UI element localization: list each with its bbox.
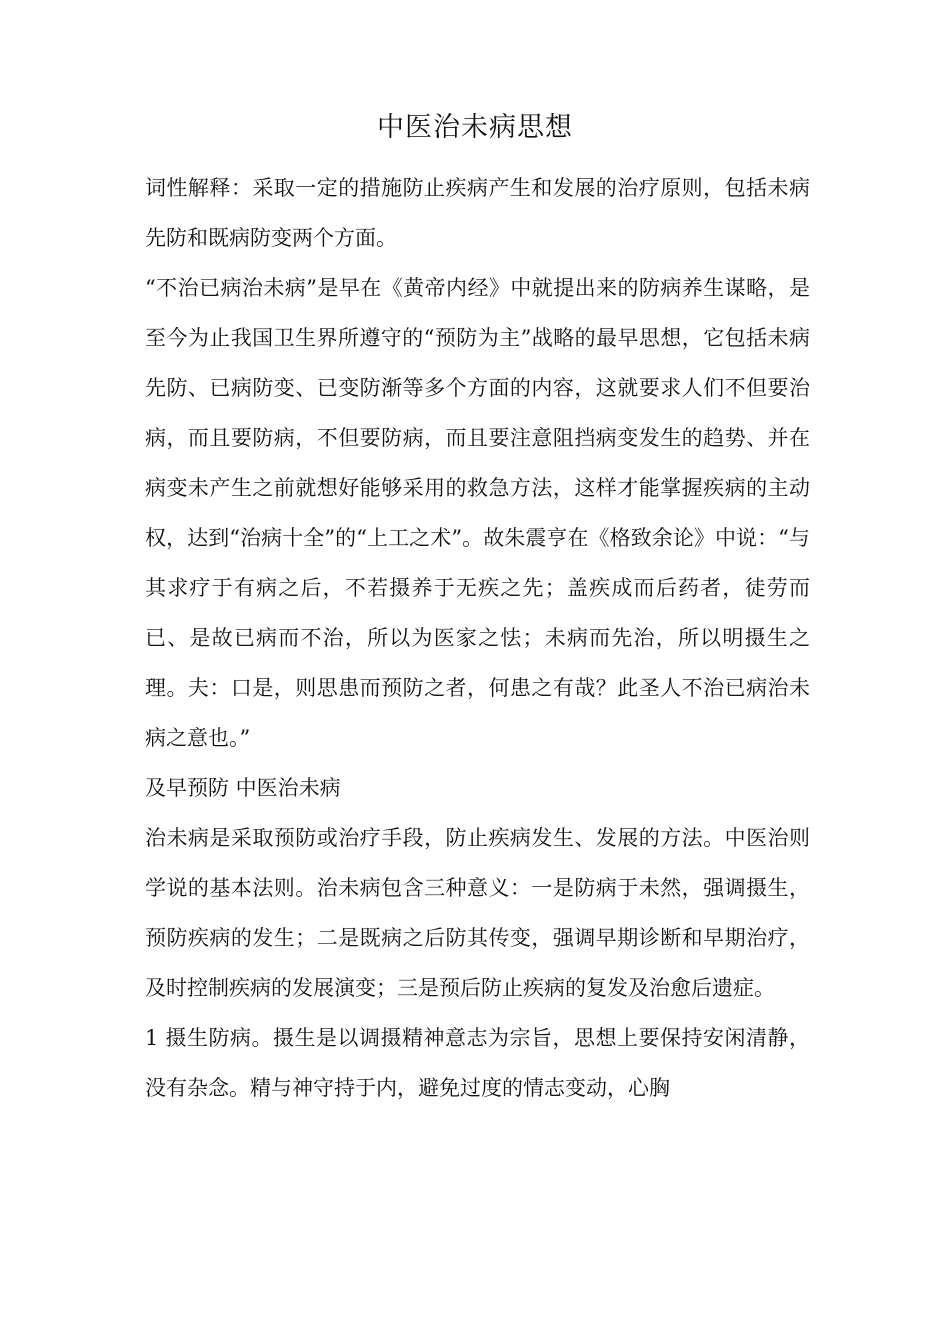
paragraph-definition: 词性解释：采取一定的措施防止疾病产生和发展的治疗原则，包括未病先防和既病防变两个方面。	[145, 176, 810, 250]
paragraph-neijing: “不治已病治未病”是早在《黄帝内经》中就提出来的防病养生谋略，是至今为止我国卫生界所遵守的“预防为主”战略的最早思想，它包括未病先防、已病防变、已变防渐等多个方面的内容，这就要求人们不但要治病，而且要防病，不但要防病，而且要注意阻挡病变发生的趋势、并在病变未产生之前就想好能够采用的救急方法，这样才能掌握疾病的主动权，达到“治病十全”的“上工之术”。故朱震亨在《格致余论》中说：“与其求疗于有病之后，不若摄养于无疾之先；盖疾成而后药者，徒劳而已、是故已病而不治，所以为医家之怯；未病而先治，所以明摄生之理。夫：口是，则思患而预防之者，何患之有哉？此圣人不治已病治未病之意也。”	[145, 276, 810, 750]
paragraph-point-1: 1 摄生防病。摄生是以调摄精神意志为宗旨，思想上要保持安闲清静，没有杂念。精与神守持于内，避免过度的情志变动，心胸	[145, 1026, 810, 1100]
document-title: 中医治未病思想	[377, 112, 573, 143]
section-heading: 及早预防 中医治未病	[145, 776, 341, 800]
document-body	[145, 163, 810, 1113]
paragraph-meaning: 治未病是采取预防或治疗手段，防止疾病发生、发展的方法。中医治则学说的基本法则。治未病包含三种意义：一是防病于未然，强调摄生，预防疾病的发生；二是既病之后防其传变，强调早期诊断和早期治疗，及时控制疾病的发展演变；三是预后防止疾病的复发及治愈后遗症。	[145, 826, 810, 1000]
